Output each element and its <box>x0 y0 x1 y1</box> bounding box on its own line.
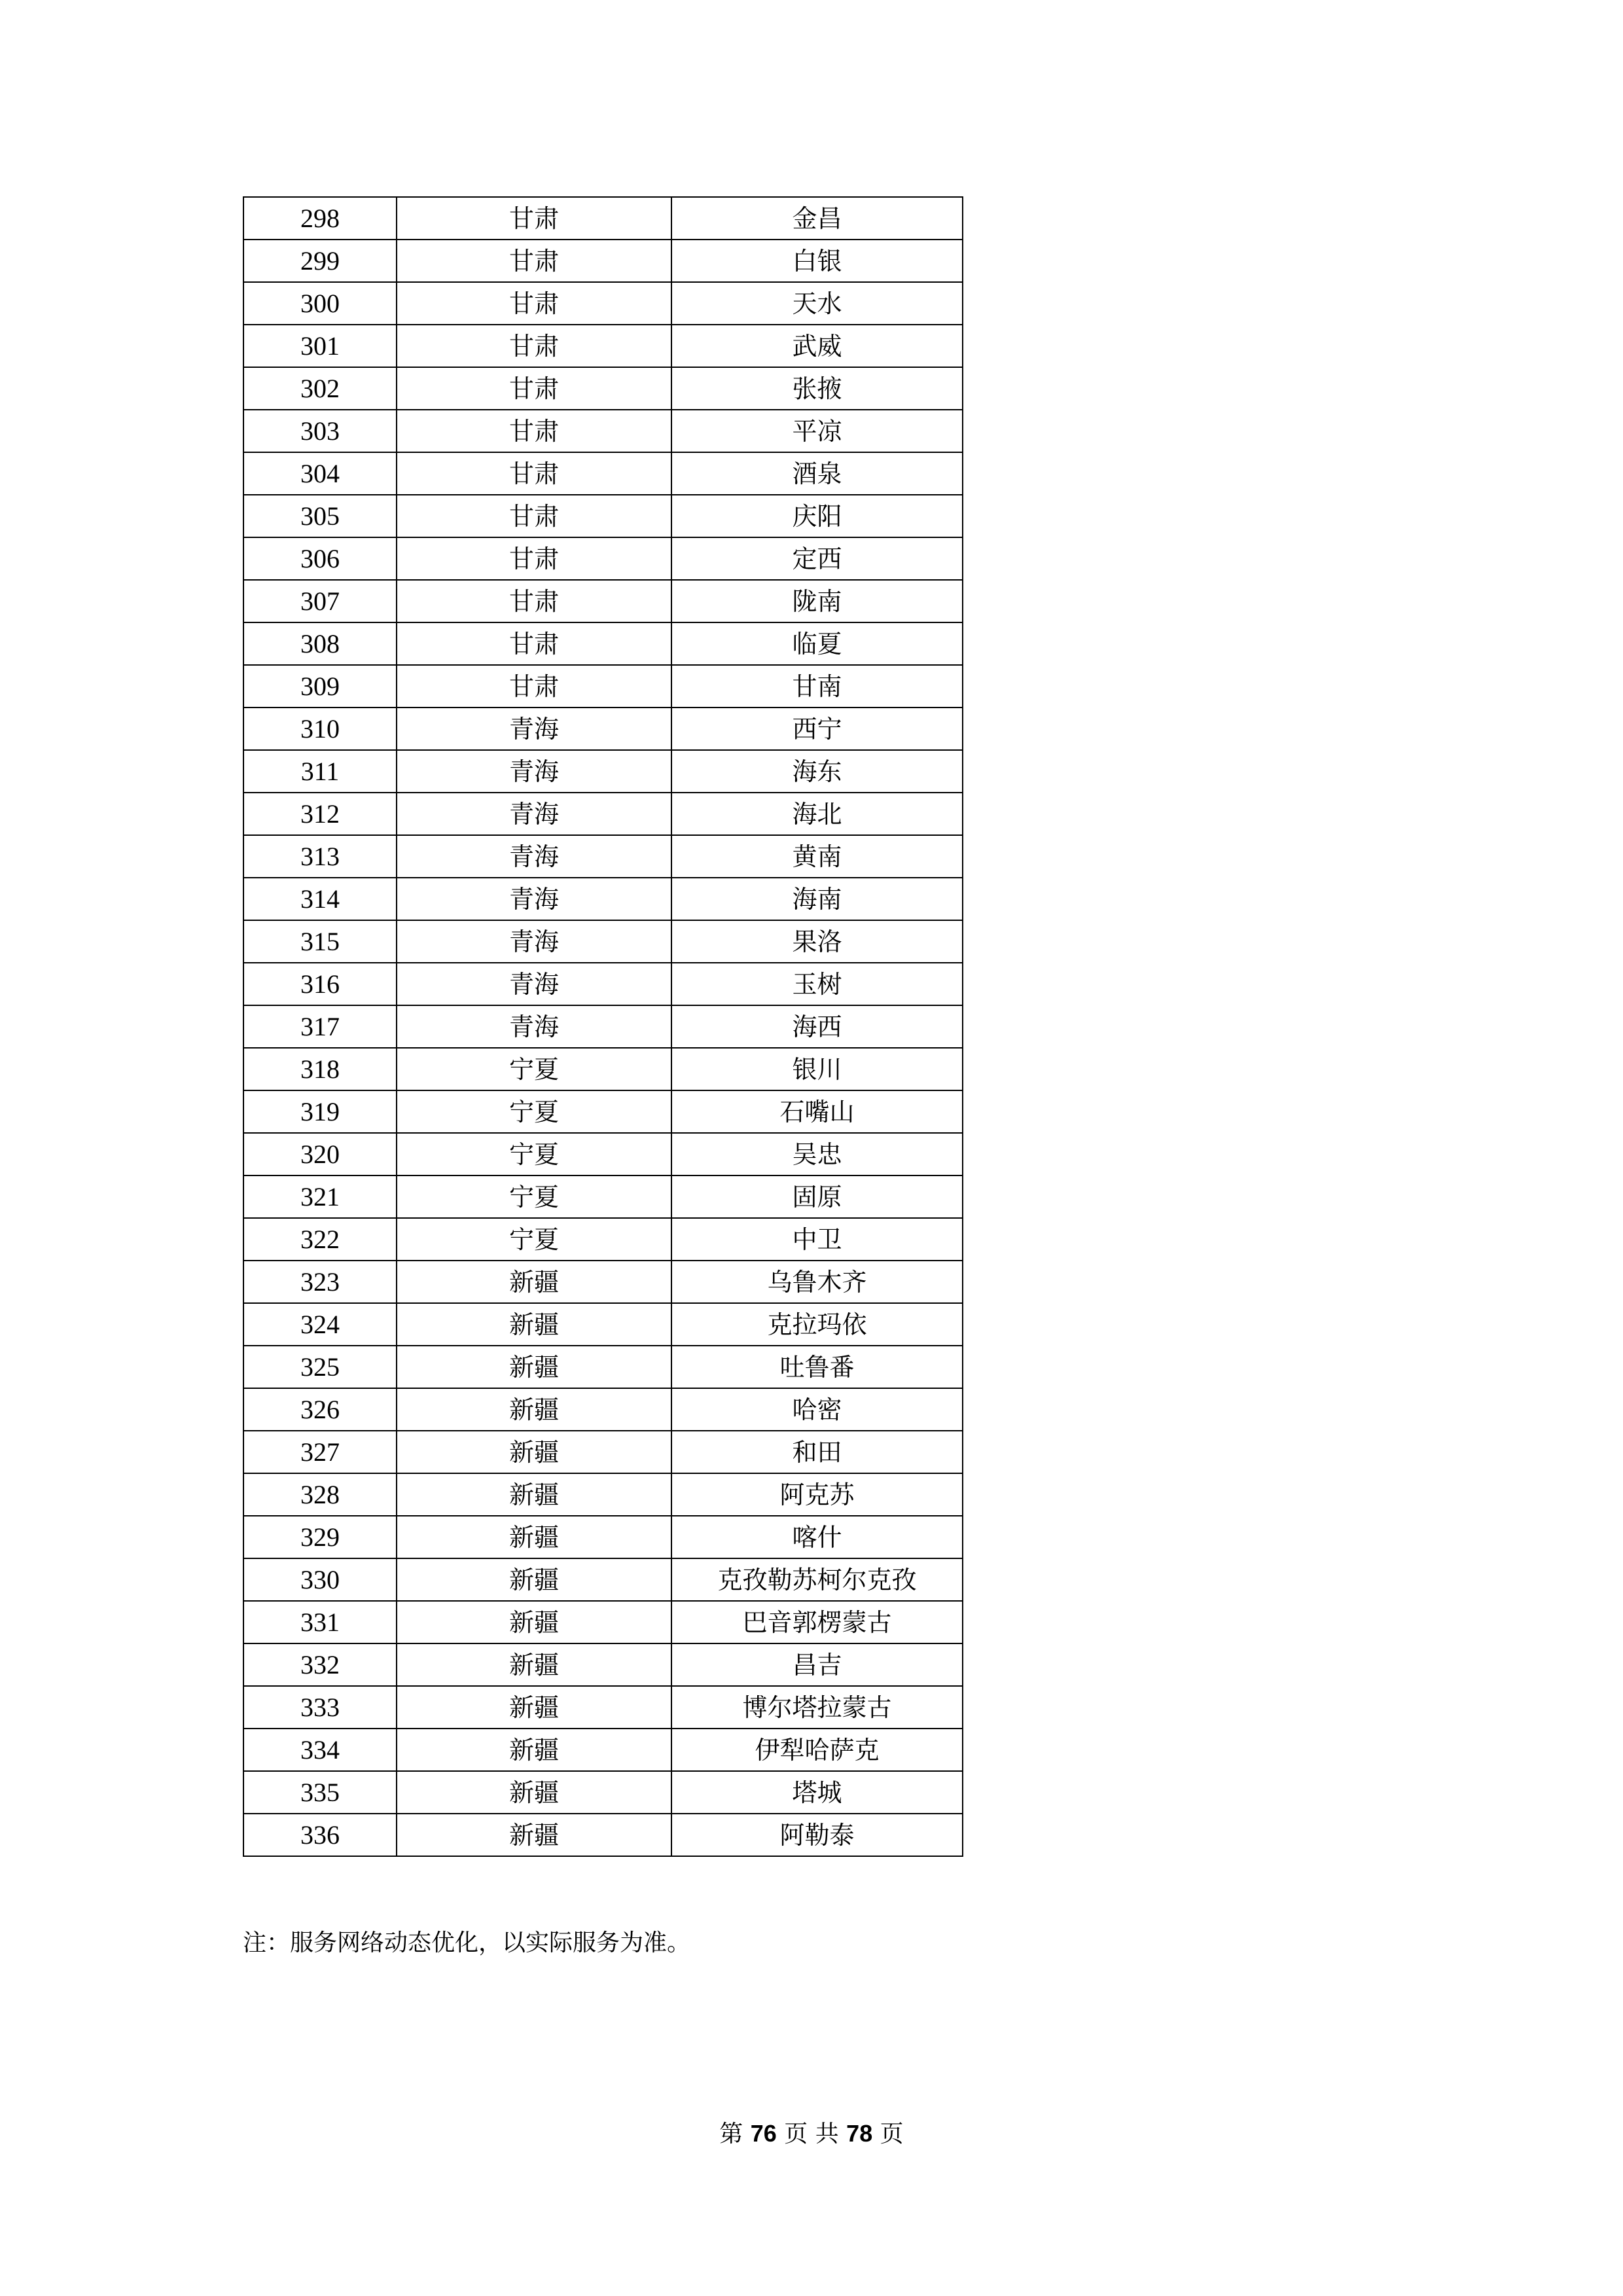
row-number-cell: 305 <box>243 495 397 537</box>
table-row <box>243 1175 963 1218</box>
province-cell: 青海 <box>397 750 671 793</box>
page-footer-suffix: 页 <box>880 2121 904 2147</box>
province-cell: 青海 <box>397 920 671 963</box>
city-cell: 海南 <box>671 878 963 920</box>
province-cell: 甘肃 <box>397 240 671 282</box>
table-row <box>243 1133 963 1175</box>
table-row <box>243 1558 963 1601</box>
table-row <box>243 1601 963 1643</box>
city-cell: 海北 <box>671 793 963 835</box>
row-number-cell: 300 <box>243 282 397 325</box>
province-cell: 青海 <box>397 878 671 920</box>
province-cell: 新疆 <box>397 1516 671 1558</box>
table-row <box>243 1388 963 1431</box>
page-footer-middle: 页 共 <box>784 2121 839 2147</box>
city-cell: 黄南 <box>671 835 963 878</box>
table-row <box>243 197 963 240</box>
row-number-cell: 329 <box>243 1516 397 1558</box>
city-cell: 海西 <box>671 1005 963 1048</box>
city-cell: 中卫 <box>671 1218 963 1261</box>
province-cell: 甘肃 <box>397 197 671 240</box>
city-cell: 吐鲁番 <box>671 1346 963 1388</box>
city-cell: 巴音郭楞蒙古 <box>671 1601 963 1643</box>
city-cell: 喀什 <box>671 1516 963 1558</box>
province-cell: 甘肃 <box>397 537 671 580</box>
row-number-cell: 317 <box>243 1005 397 1048</box>
province-cell: 宁夏 <box>397 1218 671 1261</box>
table-row <box>243 1218 963 1261</box>
city-cell: 阿勒泰 <box>671 1814 963 1856</box>
table-row <box>243 835 963 878</box>
row-number-cell: 323 <box>243 1261 397 1303</box>
table-row <box>243 1261 963 1303</box>
row-number-cell: 328 <box>243 1473 397 1516</box>
city-cell: 武威 <box>671 325 963 367</box>
table-row <box>243 580 963 622</box>
row-number-cell: 330 <box>243 1558 397 1601</box>
row-number-cell: 315 <box>243 920 397 963</box>
city-cell: 平凉 <box>671 410 963 452</box>
total-pages-number: 78 <box>846 2120 873 2147</box>
city-cell: 乌鲁木齐 <box>671 1261 963 1303</box>
province-cell: 青海 <box>397 963 671 1005</box>
city-cell: 甘南 <box>671 665 963 708</box>
table-row <box>243 367 963 410</box>
row-number-cell: 325 <box>243 1346 397 1388</box>
province-cell: 甘肃 <box>397 325 671 367</box>
row-number-cell: 334 <box>243 1729 397 1771</box>
table-row <box>243 1516 963 1558</box>
city-cell: 金昌 <box>671 197 963 240</box>
province-cell: 青海 <box>397 835 671 878</box>
province-cell: 甘肃 <box>397 665 671 708</box>
province-cell: 新疆 <box>397 1261 671 1303</box>
table-row <box>243 1473 963 1516</box>
table-row <box>243 537 963 580</box>
table-row <box>243 750 963 793</box>
row-number-cell: 320 <box>243 1133 397 1175</box>
service-network-table <box>243 196 963 1857</box>
row-number-cell: 313 <box>243 835 397 878</box>
city-cell: 固原 <box>671 1175 963 1218</box>
table-row <box>243 282 963 325</box>
city-cell: 昌吉 <box>671 1643 963 1686</box>
row-number-cell: 312 <box>243 793 397 835</box>
row-number-cell: 304 <box>243 452 397 495</box>
row-number-cell: 303 <box>243 410 397 452</box>
province-cell: 新疆 <box>397 1729 671 1771</box>
city-cell: 塔城 <box>671 1771 963 1814</box>
row-number-cell: 332 <box>243 1643 397 1686</box>
row-number-cell: 318 <box>243 1048 397 1090</box>
row-number-cell: 335 <box>243 1771 397 1814</box>
province-cell: 甘肃 <box>397 282 671 325</box>
city-cell: 天水 <box>671 282 963 325</box>
province-cell: 青海 <box>397 708 671 750</box>
province-cell: 甘肃 <box>397 495 671 537</box>
city-cell: 吴忠 <box>671 1133 963 1175</box>
row-number-cell: 309 <box>243 665 397 708</box>
row-number-cell: 308 <box>243 622 397 665</box>
row-number-cell: 301 <box>243 325 397 367</box>
city-cell: 伊犁哈萨克 <box>671 1729 963 1771</box>
page-footer <box>0 2115 1623 2149</box>
city-cell: 白银 <box>671 240 963 282</box>
city-cell: 克孜勒苏柯尔克孜 <box>671 1558 963 1601</box>
table-row <box>243 963 963 1005</box>
city-cell: 果洛 <box>671 920 963 963</box>
province-cell: 新疆 <box>397 1601 671 1643</box>
province-cell: 宁夏 <box>397 1175 671 1218</box>
province-cell: 宁夏 <box>397 1090 671 1133</box>
table-body <box>243 197 963 1856</box>
row-number-cell: 316 <box>243 963 397 1005</box>
table-row <box>243 452 963 495</box>
row-number-cell: 327 <box>243 1431 397 1473</box>
service-network-table-container <box>243 196 963 1857</box>
table-footnote: 注：服务网络动态优化，以实际服务为准。 <box>243 1929 691 1956</box>
table-row <box>243 920 963 963</box>
city-cell: 临夏 <box>671 622 963 665</box>
row-number-cell: 310 <box>243 708 397 750</box>
row-number-cell: 299 <box>243 240 397 282</box>
province-cell: 新疆 <box>397 1686 671 1729</box>
province-cell: 宁夏 <box>397 1048 671 1090</box>
province-cell: 甘肃 <box>397 622 671 665</box>
table-row <box>243 1346 963 1388</box>
province-cell: 青海 <box>397 1005 671 1048</box>
row-number-cell: 307 <box>243 580 397 622</box>
table-row <box>243 1431 963 1473</box>
province-cell: 甘肃 <box>397 367 671 410</box>
table-row <box>243 1686 963 1729</box>
city-cell: 庆阳 <box>671 495 963 537</box>
province-cell: 新疆 <box>397 1814 671 1856</box>
table-row <box>243 325 963 367</box>
table-row <box>243 410 963 452</box>
page-footer-prefix: 第 <box>719 2121 743 2147</box>
province-cell: 新疆 <box>397 1473 671 1516</box>
table-row <box>243 1814 963 1856</box>
table-row <box>243 1048 963 1090</box>
table-row <box>243 495 963 537</box>
table-row <box>243 708 963 750</box>
province-cell: 甘肃 <box>397 410 671 452</box>
table-row <box>243 1303 963 1346</box>
row-number-cell: 321 <box>243 1175 397 1218</box>
province-cell: 新疆 <box>397 1346 671 1388</box>
row-number-cell: 333 <box>243 1686 397 1729</box>
city-cell: 西宁 <box>671 708 963 750</box>
table-row <box>243 665 963 708</box>
current-page-number: 76 <box>750 2120 777 2147</box>
city-cell: 张掖 <box>671 367 963 410</box>
row-number-cell: 324 <box>243 1303 397 1346</box>
city-cell: 哈密 <box>671 1388 963 1431</box>
province-cell: 宁夏 <box>397 1133 671 1175</box>
city-cell: 陇南 <box>671 580 963 622</box>
table-row <box>243 240 963 282</box>
row-number-cell: 298 <box>243 197 397 240</box>
row-number-cell: 311 <box>243 750 397 793</box>
city-cell: 银川 <box>671 1048 963 1090</box>
province-cell: 青海 <box>397 793 671 835</box>
table-row <box>243 793 963 835</box>
province-cell: 新疆 <box>397 1388 671 1431</box>
table-row <box>243 1771 963 1814</box>
city-cell: 定西 <box>671 537 963 580</box>
row-number-cell: 336 <box>243 1814 397 1856</box>
city-cell: 酒泉 <box>671 452 963 495</box>
province-cell: 新疆 <box>397 1303 671 1346</box>
city-cell: 石嘴山 <box>671 1090 963 1133</box>
city-cell: 玉树 <box>671 963 963 1005</box>
city-cell: 和田 <box>671 1431 963 1473</box>
province-cell: 新疆 <box>397 1771 671 1814</box>
city-cell: 海东 <box>671 750 963 793</box>
table-row <box>243 1090 963 1133</box>
table-row <box>243 1643 963 1686</box>
city-cell: 克拉玛依 <box>671 1303 963 1346</box>
province-cell: 甘肃 <box>397 452 671 495</box>
row-number-cell: 306 <box>243 537 397 580</box>
row-number-cell: 302 <box>243 367 397 410</box>
table-row <box>243 1729 963 1771</box>
city-cell: 博尔塔拉蒙古 <box>671 1686 963 1729</box>
row-number-cell: 326 <box>243 1388 397 1431</box>
row-number-cell: 319 <box>243 1090 397 1133</box>
province-cell: 新疆 <box>397 1431 671 1473</box>
province-cell: 新疆 <box>397 1558 671 1601</box>
city-cell: 阿克苏 <box>671 1473 963 1516</box>
table-row <box>243 1005 963 1048</box>
row-number-cell: 322 <box>243 1218 397 1261</box>
table-row <box>243 878 963 920</box>
province-cell: 甘肃 <box>397 580 671 622</box>
province-cell: 新疆 <box>397 1643 671 1686</box>
table-row <box>243 622 963 665</box>
row-number-cell: 331 <box>243 1601 397 1643</box>
row-number-cell: 314 <box>243 878 397 920</box>
